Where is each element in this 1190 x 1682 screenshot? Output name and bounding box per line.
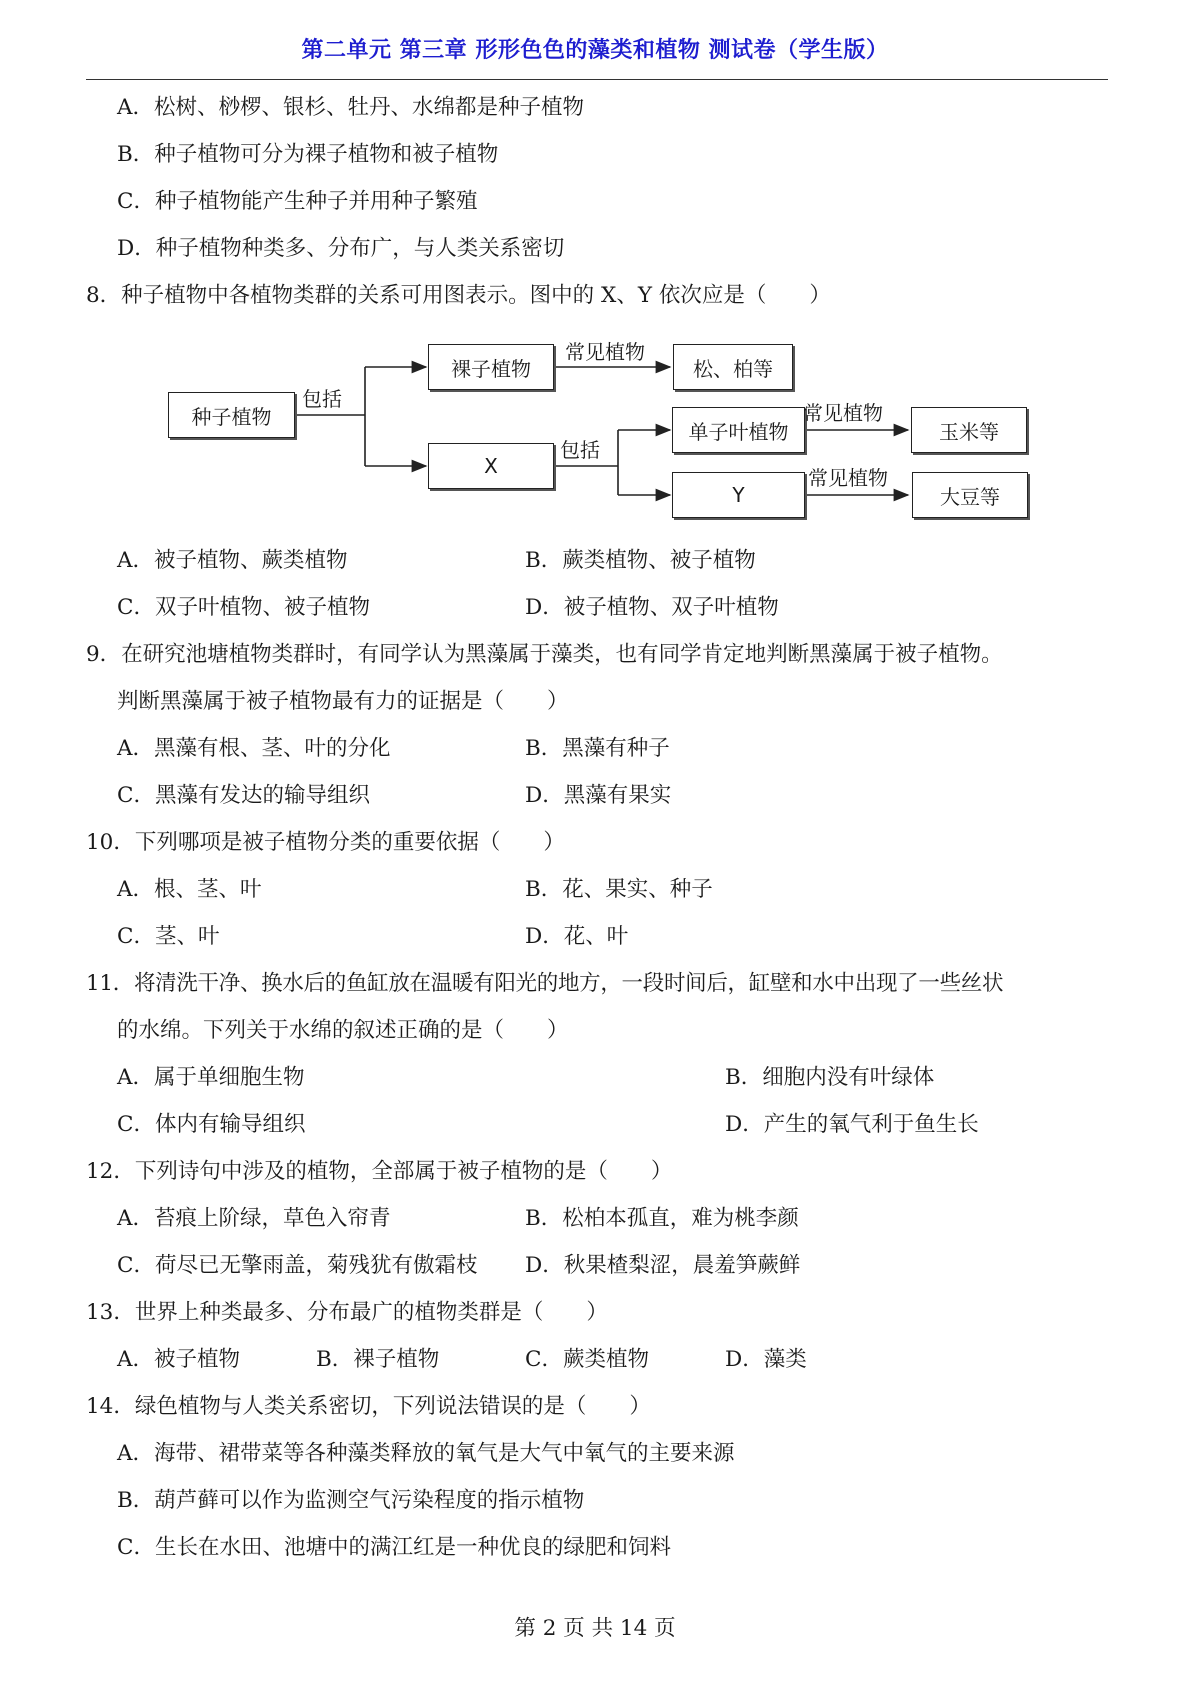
q7-option-c: C．种子植物能产生种子并用种子繁殖: [117, 189, 478, 214]
plant-classification-diagram: [160, 328, 1040, 528]
q12-option-b: B．松柏本孤直，难为桃李颜: [525, 1206, 799, 1231]
q7-option-b: B．种子植物可分为裸子植物和被子植物: [117, 142, 499, 167]
q13-option-d: D．藻类: [725, 1347, 807, 1372]
q8-option-c: C．双子叶植物、被子植物: [117, 595, 370, 620]
q13-option-a: A．被子植物: [117, 1347, 241, 1372]
page-number-footer: 第 2 页 共 14 页: [514, 1616, 676, 1641]
q12-stem: 12．下列诗句中涉及的植物，全部属于被子植物的是（ ）: [86, 1159, 673, 1184]
q12-option-c: C．荷尽已无擎雨盖，菊残犹有傲霜枝: [117, 1253, 478, 1278]
q13-option-c: C．蕨类植物: [525, 1347, 649, 1372]
q10-option-c: C．茎、叶: [117, 924, 220, 949]
label-include-2: 包括: [560, 438, 600, 462]
label-include-1: 包括: [302, 387, 342, 411]
box-monocots: 单子叶植物: [672, 407, 805, 453]
box-pine-cypress: 松、柏等: [673, 344, 793, 390]
box-x: X: [428, 443, 554, 489]
box-soybean: 大豆等: [912, 472, 1028, 518]
q11-option-a: A．属于单细胞生物: [117, 1065, 305, 1090]
q9-stem-line1: 9．在研究池塘植物类群时，有同学认为黑藻属于藻类，也有同学肯定地判断黑藻属于被子植物。: [86, 642, 1003, 667]
q10-stem: 10．下列哪项是被子植物分类的重要依据（ ）: [86, 830, 565, 855]
q10-option-b: B．花、果实、种子: [525, 877, 713, 902]
q11-option-b: B．细胞内没有叶绿体: [725, 1065, 935, 1090]
label-common-3: 常见植物: [808, 466, 888, 490]
q14-option-c: C．生长在水田、池塘中的满江红是一种优良的绿肥和饲料: [117, 1535, 671, 1560]
q11-option-c: C．体内有输导组织: [117, 1112, 306, 1137]
q8-option-a: A．被子植物、蕨类植物: [117, 548, 348, 573]
page-header-title: 第二单元 第三章 形形色色的藻类和植物 测试卷（学生版）: [301, 38, 889, 63]
q9-stem-line2: 判断黑藻属于被子植物最有力的证据是（ ）: [117, 689, 569, 714]
q9-option-a: A．黑藻有根、茎、叶的分化: [117, 736, 391, 761]
q8-option-b: B．蕨类植物、被子植物: [525, 548, 756, 573]
q8-stem: 8．种子植物中各植物类群的关系可用图表示。图中的 X、Y 依次应是（ ）: [86, 283, 831, 308]
q10-option-a: A．根、茎、叶: [117, 877, 262, 902]
box-corn: 玉米等: [911, 407, 1027, 453]
q9-option-c: C．黑藻有发达的输导组织: [117, 783, 370, 808]
q11-option-d: D．产生的氧气利于鱼生长: [725, 1112, 979, 1137]
q14-option-a: A．海带、裙带菜等各种藻类释放的氧气是大气中氧气的主要来源: [117, 1441, 735, 1466]
q7-option-d: D．种子植物种类多、分布广，与人类关系密切: [117, 236, 565, 261]
q9-option-d: D．黑藻有果实: [525, 783, 672, 808]
box-seed-plants: 种子植物: [168, 392, 295, 438]
q12-option-a: A．苔痕上阶绿，草色入帘青: [117, 1206, 391, 1231]
q14-stem: 14．绿色植物与人类关系密切，下列说法错误的是（ ）: [86, 1394, 651, 1419]
q13-stem: 13．世界上种类最多、分布最广的植物类群是（ ）: [86, 1300, 608, 1325]
label-common-1: 常见植物: [565, 340, 645, 364]
q10-option-d: D．花、叶: [525, 924, 629, 949]
q13-option-b: B．裸子植物: [316, 1347, 440, 1372]
q12-option-d: D．秋果楂梨涩，晨羞笋蕨鲜: [525, 1253, 801, 1278]
q9-option-b: B．黑藻有种子: [525, 736, 670, 761]
q11-stem-line1: 11．将清洗干净、换水后的鱼缸放在温暖有阳光的地方，一段时间后，缸壁和水中出现了一些丝状: [86, 971, 1004, 996]
header-divider: [86, 79, 1108, 80]
label-common-2: 常见植物: [803, 401, 883, 425]
box-y: Y: [672, 472, 805, 518]
q11-stem-line2: 的水绵。下列关于水绵的叙述正确的是（ ）: [117, 1018, 569, 1043]
q14-option-b: B．葫芦藓可以作为监测空气污染程度的指示植物: [117, 1488, 585, 1513]
q7-option-a: A．松树、桫椤、银杉、牡丹、水绵都是种子植物: [117, 95, 585, 120]
box-gymnosperms: 裸子植物: [428, 344, 554, 390]
q8-option-d: D．被子植物、双子叶植物: [525, 595, 779, 620]
